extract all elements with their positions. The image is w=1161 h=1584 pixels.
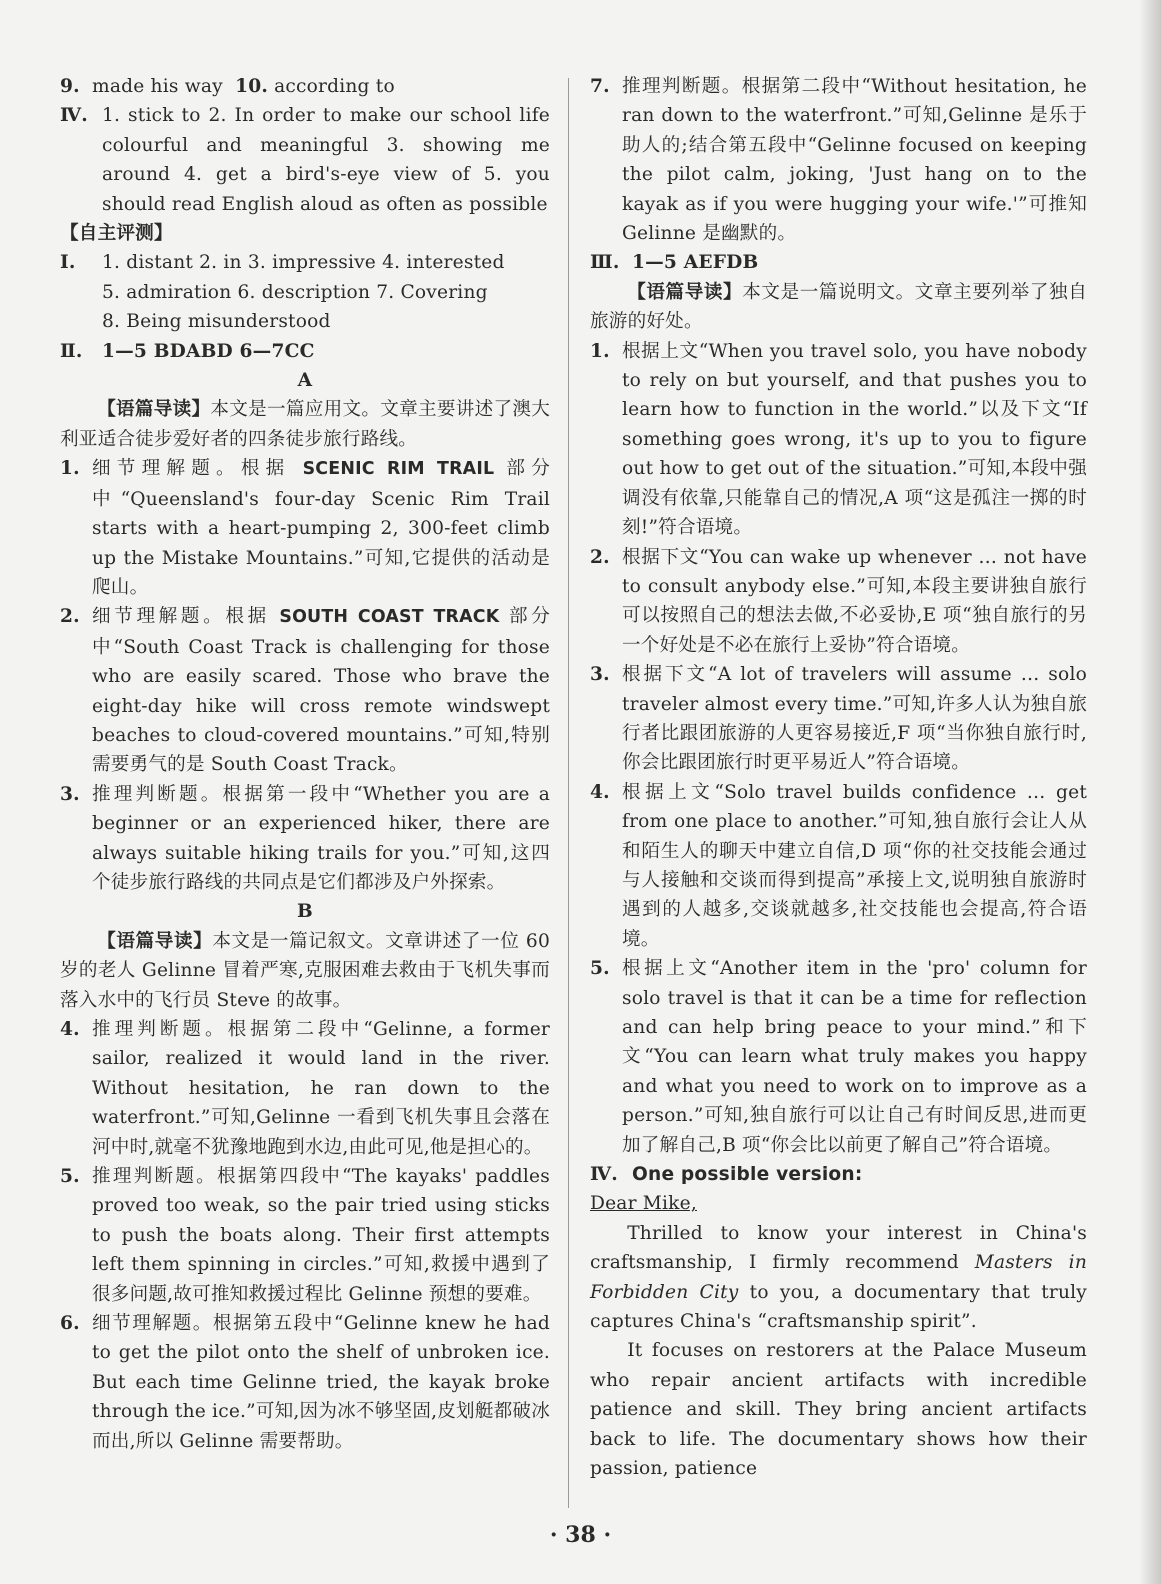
explanation-3 bbox=[60, 780, 550, 898]
explanation-5 bbox=[60, 1162, 550, 1309]
documentary-title: Masters in Forbidden City bbox=[590, 1252, 1088, 1303]
section-iv-text: 1. stick to 2. In order to make our school life colourful and meaningful 3. showing me around 4. get a bird's-eye view of 5. you should read English aloud as often as possible bbox=[102, 105, 550, 215]
section-ii-label: Ⅱ. bbox=[60, 340, 83, 362]
section-iv-writing-title: One possible version: bbox=[632, 1164, 863, 1186]
explanation-1-pre: 细节理解题。根据 bbox=[92, 458, 303, 480]
answer-9-text: made his way bbox=[92, 76, 223, 97]
part-a-heading: A bbox=[297, 370, 313, 392]
gap-explanation-1 bbox=[590, 337, 1087, 543]
left-column bbox=[60, 72, 550, 1456]
column-divider bbox=[568, 78, 569, 1508]
answer-line-9-10 bbox=[60, 72, 550, 101]
gap-explanation-1-number: 1. bbox=[590, 340, 610, 362]
part-b-heading: B bbox=[297, 901, 313, 923]
explanation-2-number: 2. bbox=[60, 606, 80, 628]
gap-explanation-4-text: 根据上文“Solo travel builds confidence … get from one place to another.”可知,独自旅行会让人从和陌生人的聊天中建立自信,D 项“你的社交技能会通过与人接触和交谈而得到提高”承接上文,说明独自旅游时遇到的人越多,交谈就越多,社交技能也会提高,符合语境。 bbox=[622, 781, 1087, 950]
explanation-6-text: 细节理解题。根据第五段中“Gelinne knew he had to get the pilot onto the shelf of unbroken ice. But each time Gelinne tried, the kayak broke through the ice.”可知,因为冰不够坚固,皮划艇都破冰而出,所以 Gelinne 需要帮助。 bbox=[92, 1313, 550, 1452]
section-i-line-2: 5. admiration 6. description 7. Covering bbox=[102, 281, 488, 303]
gap-explanation-3 bbox=[590, 660, 1087, 778]
right-column bbox=[590, 72, 1087, 1484]
letter-paragraph-2: It focuses on restorers at the Palace Museum who repair ancient artifacts with incredible patience and skill. They bring ancient artifacts back to life. The documentary shows how their passion, patience bbox=[590, 1340, 1087, 1480]
section-i-line-1: 1. distant 2. in 3. impressive 4. interested bbox=[102, 252, 505, 274]
explanation-4-number: 4. bbox=[60, 1019, 80, 1040]
section-iv-answers bbox=[60, 101, 550, 219]
explanation-3-number: 3. bbox=[60, 783, 80, 805]
explanation-1-post: 部分中“Queensland's four-day Scenic Rim Trail starts with a heart-pumping 2, 300-feet climb up the Mistake Mountains.”可知,它提供的活动是爬山。 bbox=[92, 458, 550, 598]
answer-9-number: 9. bbox=[60, 76, 80, 97]
guide-c-text: 本文是一篇说明文。文章主要列举了独自旅游的好处。 bbox=[590, 281, 1087, 333]
explanation-6 bbox=[60, 1309, 550, 1456]
section-iv-label: Ⅳ. bbox=[60, 105, 88, 127]
explanation-2-pre: 细节理解题。根据 bbox=[92, 606, 280, 628]
explanation-1 bbox=[60, 454, 550, 602]
explanation-2-post: 部分中“South Coast Track is challenging for those who are easily scared. Those who brave the eight-day hike will cross remote windswept beaches to cloud-covered mountains.”可知,特别需要勇气的是 South Coast Track。 bbox=[92, 606, 551, 776]
explanation-7-text: 推理判断题。根据第二段中“Without hesitation, he ran down to the waterfront.”可知,Gelinne 是乐于助人的;结合第五段中“Gelinne focused on keeping the pilot calm, joking, 'Just hang on to the kayak as if you were hugging your wife.'”可推知 Gelinne 是幽默的。 bbox=[622, 76, 1087, 245]
gap-explanation-5-number: 5. bbox=[590, 958, 610, 980]
gap-explanation-4 bbox=[590, 778, 1087, 954]
page-number: · 38 · bbox=[549, 1522, 612, 1548]
section-iv-writing bbox=[590, 1160, 1087, 1189]
gap-explanation-2-number: 2. bbox=[590, 546, 610, 568]
section-iv-writing-label: Ⅳ. bbox=[590, 1164, 618, 1186]
gap-explanation-2-text: 根据下文“You can wake up whenever … not have to consult anybody else.”可知,本段主要讲独自旅行可以按照自己的想法去做,不必妥协,E 项“独自旅行的另一个好处是不必在旅行上妥协”符合语境。 bbox=[622, 546, 1087, 656]
guide-c-tag: 【语篇导读】 bbox=[627, 281, 743, 303]
guide-b-text: 本文是一篇记叙文。文章讲述了一位 60 岁的老人 Gelinne 冒着严寒,克服困难去救由于飞机失事而落入水中的飞行员 Steve 的故事。 bbox=[60, 930, 550, 1011]
letter-salutation: Dear Mike, bbox=[590, 1193, 697, 1215]
letter-paragraph-1 bbox=[590, 1219, 1087, 1337]
section-ii-text: 1—5 BDABD 6—7CC bbox=[102, 340, 315, 362]
guide-a-tag: 【语篇导读】 bbox=[97, 399, 211, 421]
section-iii-answers bbox=[590, 248, 1087, 277]
answer-10-number: 10. bbox=[235, 76, 269, 97]
section-i-label: Ⅰ. bbox=[60, 252, 76, 274]
guide-b bbox=[60, 927, 550, 1015]
guide-a bbox=[60, 395, 550, 454]
gap-explanation-2 bbox=[590, 543, 1087, 661]
explanation-5-text: 推理判断题。根据第四段中“The kayaks' paddles proved too weak, so the pair tried using sticks to push the boats along. Their first attempts left them spinning in circles.”可知,救援中遇到了很多问题,故可推知救援过程比 Gelinne 预想的要难。 bbox=[92, 1166, 550, 1305]
gap-explanation-4-number: 4. bbox=[590, 781, 610, 803]
letter-p1-start: Thrilled to know your interest in China's craftsmanship, I firmly recommend bbox=[590, 1222, 1087, 1274]
answer-10-text: according to bbox=[274, 76, 395, 97]
explanation-2-keyword: SOUTH COAST TRACK bbox=[279, 607, 500, 628]
page-edge-shadow bbox=[1139, 0, 1161, 1584]
explanation-4 bbox=[60, 1015, 550, 1162]
explanation-6-number: 6. bbox=[60, 1313, 80, 1335]
explanation-1-keyword: SCENIC RIM TRAIL bbox=[302, 459, 495, 480]
section-iii-text: 1—5 AEFDB bbox=[632, 252, 759, 274]
guide-a-text: 本文是一篇应用文。文章主要讲述了澳大利亚适合徒步爱好者的四条徒步旅行路线。 bbox=[60, 399, 551, 450]
explanation-4-text: 推理判断题。根据第二段中“Gelinne, a former sailor, realized it would land in the river. Without hesitation, he ran down to the waterfront.”可知,Gelinne 一看到飞机失事且会落在河中时,就毫不犹豫地跑到水边,由此可见,他是担心的。 bbox=[92, 1019, 550, 1158]
explanation-7 bbox=[590, 72, 1087, 248]
section-i-line-3: 8. Being misunderstood bbox=[102, 311, 331, 333]
self-evaluation-heading: 【自主评测】 bbox=[60, 223, 173, 245]
gap-explanation-3-text: 根据下文“A lot of travelers will assume … solo traveler almost every time.”可知,许多人认为独自旅行者比跟团旅游的人更容易接近,F 项“当你独自旅行时,你会比跟团旅行时更平易近人”符合语境。 bbox=[622, 664, 1087, 774]
guide-b-tag: 【语篇导读】 bbox=[97, 930, 213, 952]
section-iii-label: Ⅲ. bbox=[590, 252, 620, 274]
gap-explanation-1-text: 根据上文“When you travel solo, you have nobody to rely on but yourself, and that pushes you to learn how to function in the world.”以及下文“If something goes wrong, it's up to you to figure out how to get out of the situation.”可知,本段中强调没有依靠,只能靠自己的情况,A 项“这是孤注一掷的时刻!”符合语境。 bbox=[622, 340, 1087, 539]
gap-explanation-5-text: 根据上文“Another item in the 'pro' column for solo travel is that it can be a time for reflection and can help bring peace to your mind.”和下文“You can learn what truly makes you happy and what you need to work on to improve as a person.”可知,独自旅行可以让自己有时间反思,进而更加了解自己,B 项“你会比以前更了解自己”符合语境。 bbox=[622, 958, 1087, 1156]
explanation-3-text: 推理判断题。根据第一段中“Whether you are a beginner or an experienced hiker, there are always suitable hiking trails for you.”可知,这四个徒步旅行路线的共同点是它们都涉及户外探索。 bbox=[92, 783, 550, 893]
explanation-2 bbox=[60, 602, 550, 779]
gap-explanation-3-number: 3. bbox=[590, 664, 610, 686]
letter-p1-end: to you, a documentary that truly captures China's “craftsmanship spirit”. bbox=[590, 1281, 1087, 1333]
guide-c bbox=[590, 278, 1087, 337]
gap-explanation-5 bbox=[590, 954, 1087, 1160]
section-i-answers bbox=[60, 248, 550, 336]
explanation-1-number: 1. bbox=[60, 458, 80, 480]
explanation-5-number: 5. bbox=[60, 1166, 80, 1188]
explanation-7-number: 7. bbox=[590, 76, 610, 97]
section-ii-answers bbox=[60, 337, 550, 366]
